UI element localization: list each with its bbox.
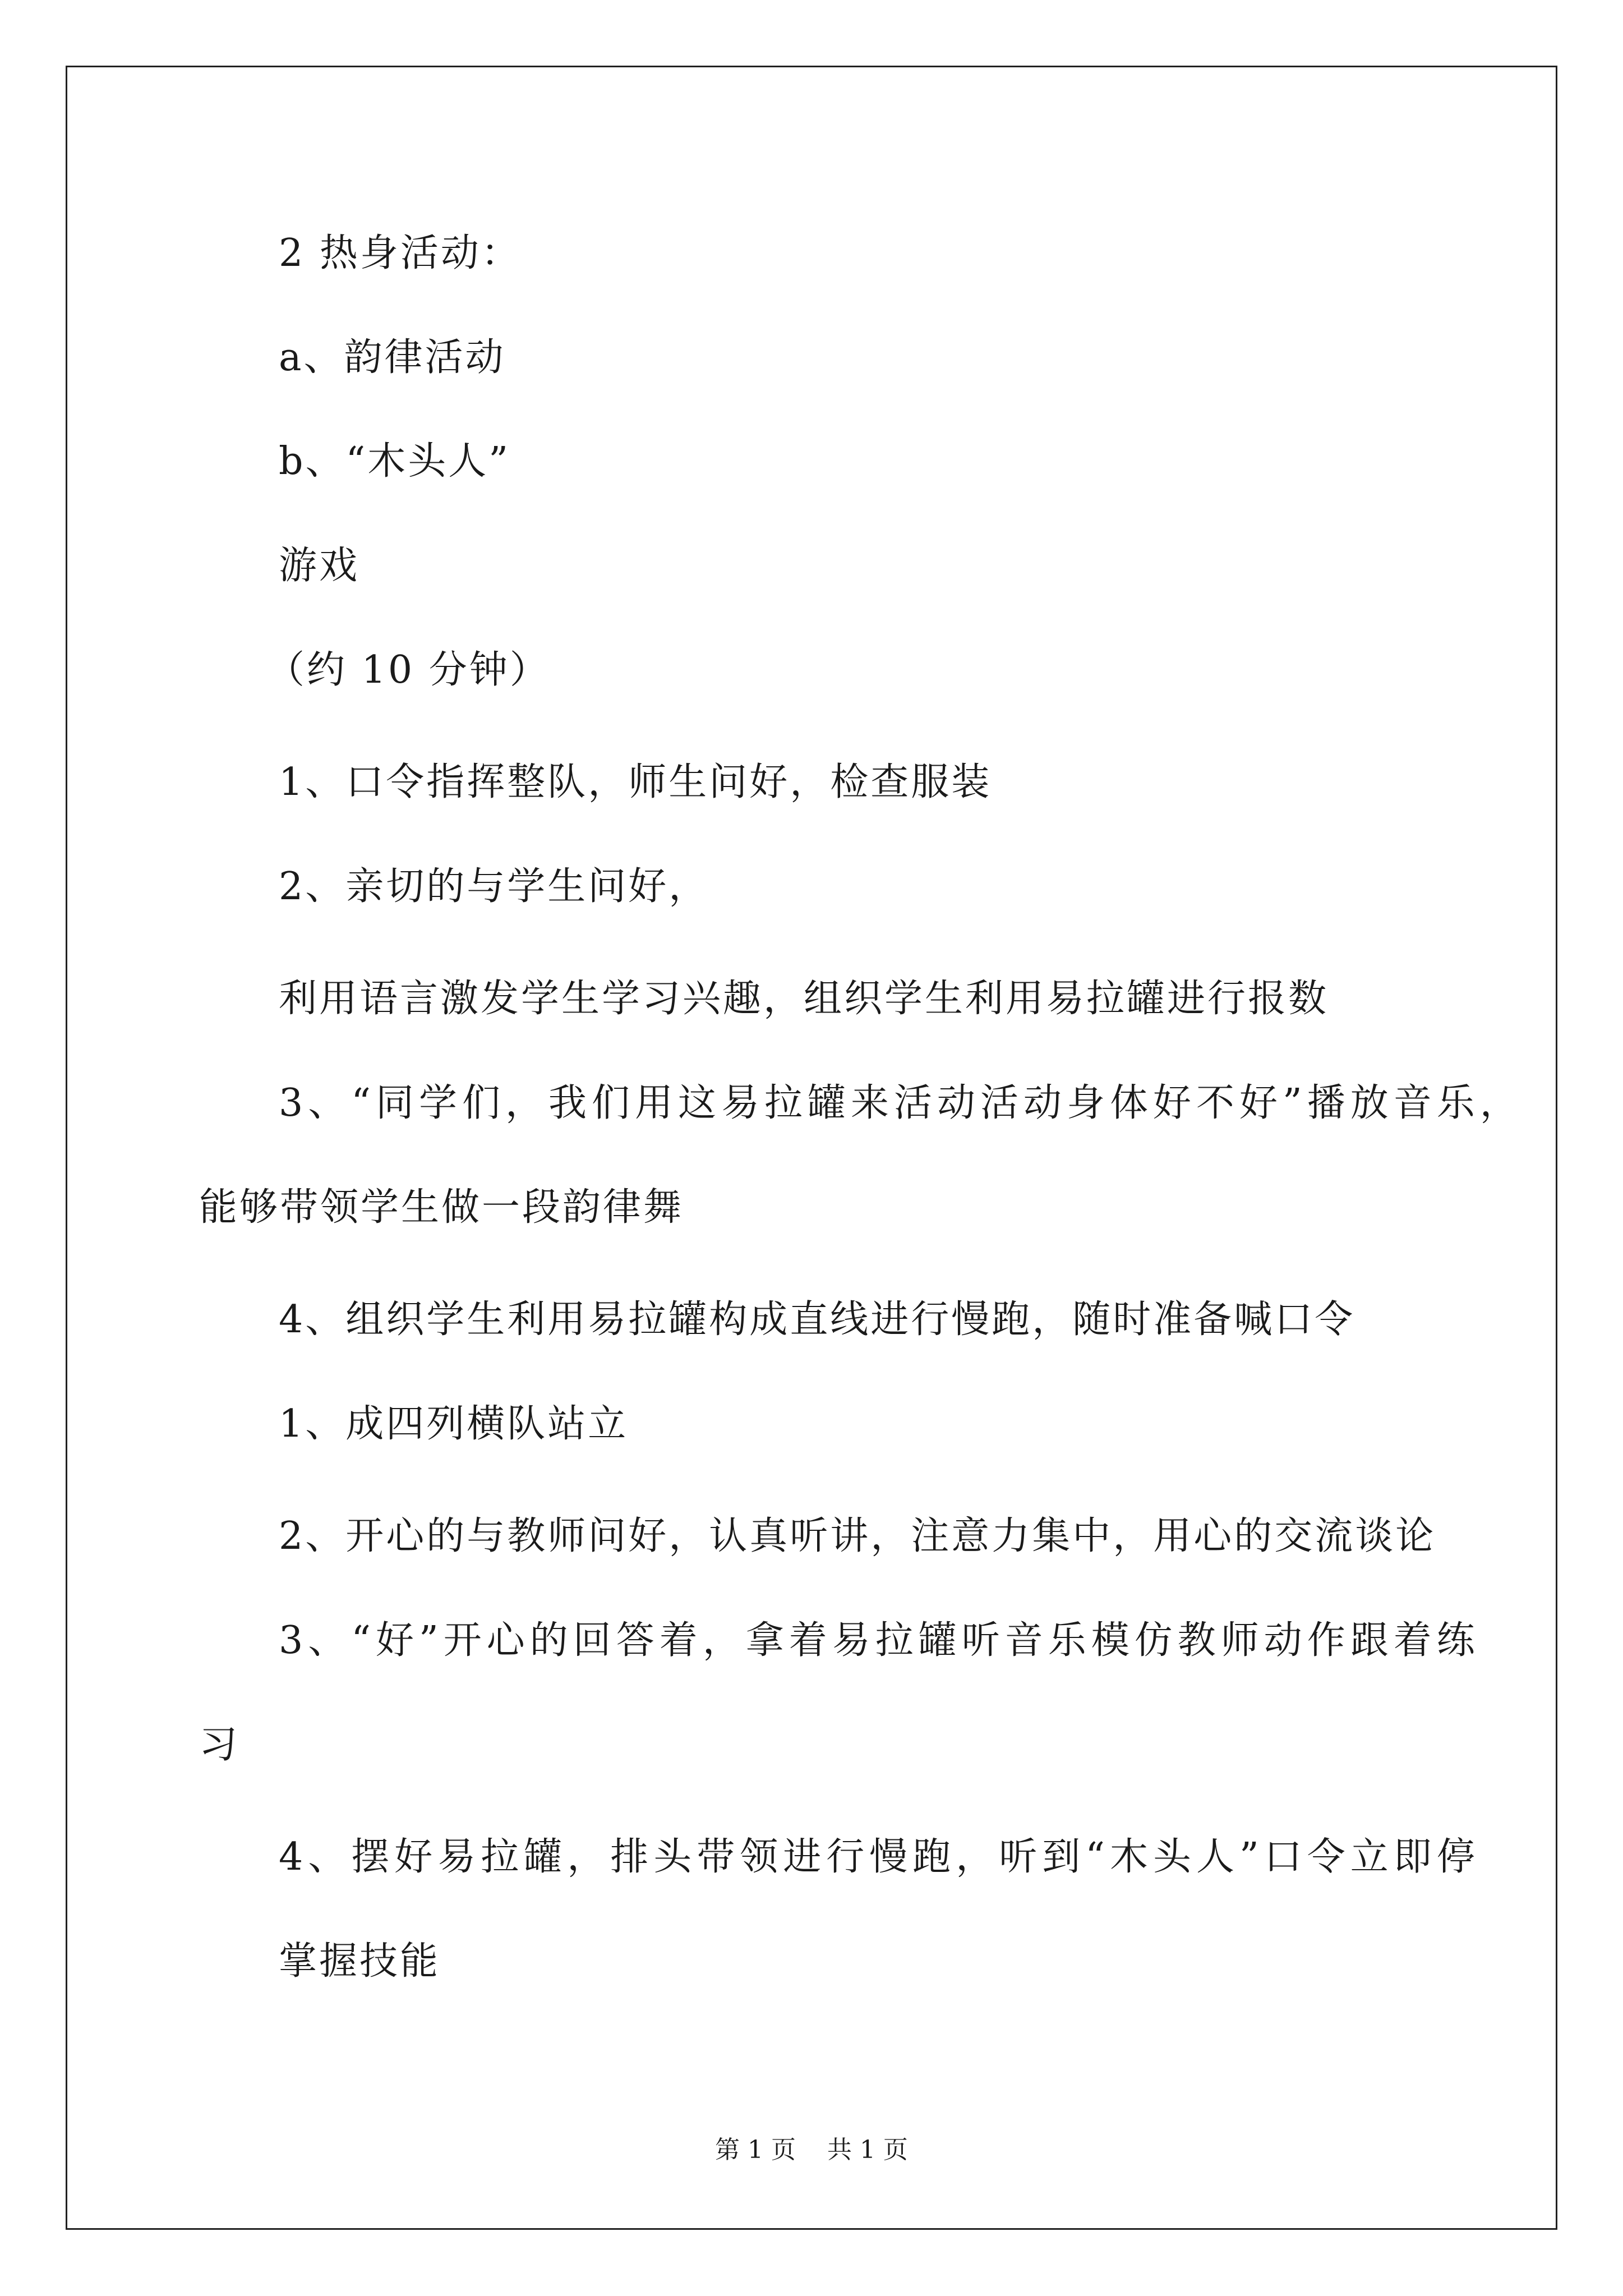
- paragraph-13: 2、开心的与教师问好，认真听讲，注意力集中，用心的交流谈论: [279, 1514, 1436, 1558]
- paragraph-3: b、“木头人”: [279, 439, 511, 484]
- paragraph-8: 利用语言激发学生学习兴趣，组织学生利用易拉罐进行报数: [279, 977, 1329, 1021]
- paragraph-1: 2 热身活动：: [279, 231, 522, 275]
- paragraph-9: 3、“同学们，我们用这易拉罐来活动活动身体好不好”播放音乐，: [279, 1081, 1523, 1125]
- paragraph-17: 掌握技能: [279, 1939, 441, 1984]
- paragraph-4: 游戏: [279, 544, 360, 588]
- paragraph-11: 4、组织学生利用易拉罐构成直线进行慢跑，随时准备喊口令: [279, 1297, 1355, 1342]
- page-footer: 第 1 页 共 1 页: [715, 2136, 908, 2164]
- paragraph-2: a、韵律活动: [279, 335, 506, 380]
- paragraph-15: 习: [199, 1723, 240, 1767]
- paragraph-14: 3、“好”开心的回答着，拿着易拉罐听音乐模仿教师动作跟着练: [279, 1618, 1480, 1663]
- paragraph-6: 1、口令指挥整队，师生问好，检查服装: [279, 760, 992, 804]
- paragraph-5: （约 10 分钟）: [266, 648, 550, 692]
- paragraph-7: 2、亲切的与学生问好，: [279, 864, 709, 909]
- paragraph-16: 4、摆好易拉罐，排头带领进行慢跑，听到“木头人”口令立即停: [279, 1835, 1480, 1879]
- paragraph-10: 能够带领学生做一段韵律舞: [199, 1185, 684, 1230]
- paragraph-12: 1、成四列横队站立: [279, 1402, 629, 1446]
